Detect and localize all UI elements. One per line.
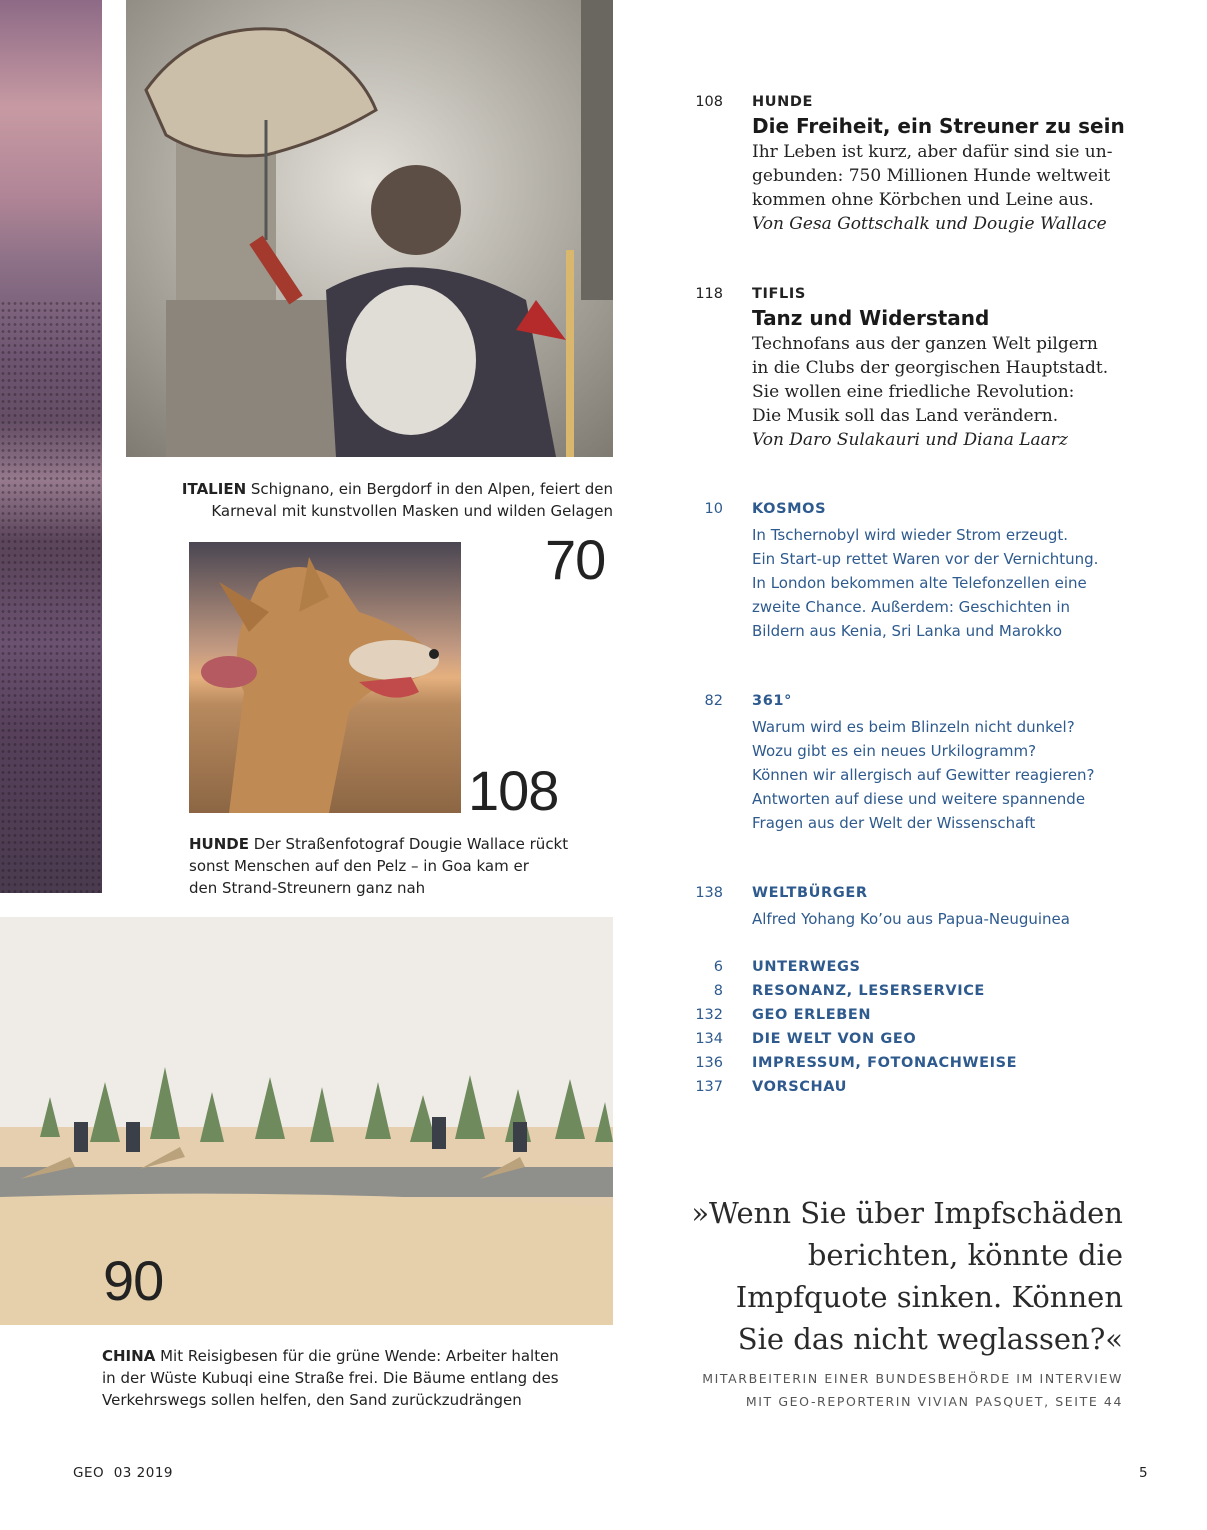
toc-title: Tanz und Widerstand bbox=[752, 306, 990, 330]
toc-list-label: RESONANZ, LESERSERVICE bbox=[752, 983, 985, 999]
toc-description-line: gebunden: 750 Millionen Hunde weltweit bbox=[752, 166, 1111, 186]
crowd-photo-strip bbox=[0, 0, 102, 893]
toc-description-line: Ihr Leben ist kurz, aber dafür sind sie un- bbox=[752, 142, 1113, 162]
dog-photo bbox=[189, 542, 461, 813]
quote-line: berichten, könnte die bbox=[807, 1238, 1123, 1272]
toc-list-item[interactable] bbox=[683, 979, 1153, 1003]
italy-carnival-photo bbox=[126, 0, 613, 457]
toc-page-number: 8 bbox=[713, 983, 723, 999]
page-number-70: 70 bbox=[545, 528, 606, 591]
toc-description bbox=[752, 140, 1112, 236]
toc-list-label: IMPRESSUM, FOTONACHWEISE bbox=[752, 1055, 1018, 1071]
toc-description: Alfred Yohang Ko’ou aus Papua-Neuguinea bbox=[752, 910, 1070, 928]
dog-caption bbox=[189, 833, 609, 899]
caption-text: Schignano, ein Bergdorf in den Alpen, feiert den bbox=[250, 480, 613, 498]
caption-text: den Strand-Streunern ganz nah bbox=[189, 879, 426, 897]
quote-line: Impfquote sinken. Können bbox=[735, 1280, 1123, 1314]
toc-title: Die Freiheit, ein Streuner zu sein bbox=[752, 114, 1125, 138]
caption-text: in der Wüste Kubuqi eine Straße frei. Die Bäume entlang des bbox=[102, 1369, 559, 1387]
toc-description-line: Ein Start-up rettet Waren vor der Vernichtung. bbox=[752, 550, 1099, 568]
caption-text: Mit Reisigbesen für die grüne Wende: Arbeiter halten bbox=[160, 1347, 559, 1365]
toc-page-number: 108 bbox=[695, 94, 723, 110]
caption-kicker: HUNDE bbox=[189, 835, 249, 853]
toc-page-number: 132 bbox=[695, 1007, 723, 1023]
toc-list-item[interactable] bbox=[683, 1027, 1153, 1051]
quote-source bbox=[643, 1367, 1123, 1413]
toc-description-line: In Tschernobyl wird wieder Strom erzeugt. bbox=[752, 526, 1069, 544]
caption-text: Verkehrswegs sollen helfen, den Sand zurückzudrängen bbox=[102, 1391, 522, 1409]
toc-description-line: zweite Chance. Außerdem: Geschichten in bbox=[752, 598, 1071, 616]
quote-line: »Wenn Sie über Impfschäden bbox=[691, 1196, 1123, 1230]
toc-kicker: WELTBÜRGER bbox=[752, 885, 868, 901]
toc-byline: Von Daro Sulakauri und Diana Laarz bbox=[752, 430, 1068, 450]
toc-list-label: GEO ERLEBEN bbox=[752, 1007, 872, 1023]
footer-page-number: 5 bbox=[1139, 1465, 1148, 1481]
toc-description-line: Können wir allergisch auf Gewitter reagieren? bbox=[752, 766, 1095, 784]
quote-source-line: MIT GEO-REPORTERIN VIVIAN PASQUET, SEITE 44 bbox=[745, 1394, 1123, 1409]
toc-byline: Von Gesa Gottschalk und Dougie Wallace bbox=[752, 214, 1107, 234]
toc-list-item[interactable] bbox=[683, 955, 1153, 979]
toc-kicker: HUNDE bbox=[752, 94, 813, 110]
toc-page-number: 118 bbox=[695, 286, 723, 302]
pull-quote bbox=[643, 1192, 1123, 1360]
toc-list-label: DIE WELT VON GEO bbox=[752, 1031, 917, 1047]
toc-page-number: 138 bbox=[695, 885, 723, 901]
toc-description-line: Technofans aus der ganzen Welt pilgern bbox=[752, 334, 1098, 354]
page-number-108: 108 bbox=[468, 759, 559, 822]
toc-description-line: kommen ohne Körbchen und Leine aus. bbox=[752, 190, 1094, 210]
toc-description bbox=[752, 523, 1098, 643]
caption-text: Karneval mit kunstvollen Masken und wilden Gelagen bbox=[211, 502, 613, 520]
page-number-90: 90 bbox=[103, 1249, 164, 1312]
toc-description-line: Warum wird es beim Blinzeln nicht dunkel? bbox=[752, 718, 1075, 736]
china-caption bbox=[102, 1345, 622, 1411]
caption-text: sonst Menschen auf den Pelz – in Goa kam er bbox=[189, 857, 529, 875]
toc-description-line: Antworten auf diese und weitere spannende bbox=[752, 790, 1086, 808]
toc-list-item[interactable] bbox=[683, 1003, 1153, 1027]
toc-page-number: 137 bbox=[695, 1079, 723, 1095]
toc-short-list bbox=[683, 955, 1153, 1099]
toc-description bbox=[752, 715, 1095, 835]
toc-description-line: in die Clubs der georgischen Hauptstadt. bbox=[752, 358, 1109, 378]
toc-page-number: 6 bbox=[713, 959, 723, 975]
italy-caption bbox=[126, 478, 613, 522]
toc-page-number: 82 bbox=[704, 693, 723, 709]
toc-kicker: KOSMOS bbox=[752, 501, 827, 517]
toc-description bbox=[752, 332, 1108, 452]
footer-issue: GEO 03 2019 bbox=[73, 1465, 174, 1481]
toc-page-number: 136 bbox=[695, 1055, 723, 1071]
toc-list-item[interactable] bbox=[683, 1075, 1153, 1099]
toc-description-line: Die Musik soll das Land verändern. bbox=[752, 406, 1059, 426]
china-desert-photo bbox=[0, 917, 613, 1325]
toc-description-line: Bildern aus Kenia, Sri Lanka und Marokko bbox=[752, 622, 1063, 640]
toc-list-item[interactable] bbox=[683, 1051, 1153, 1075]
caption-kicker: CHINA bbox=[102, 1347, 156, 1365]
caption-kicker: ITALIEN bbox=[181, 480, 247, 498]
toc-description-line: Wozu gibt es ein neues Urkilogramm? bbox=[752, 742, 1037, 760]
toc-description-line: Sie wollen eine friedliche Revolution: bbox=[752, 382, 1075, 402]
quote-line: Sie das nicht weglassen?« bbox=[737, 1322, 1123, 1356]
toc-kicker: 361° bbox=[752, 693, 792, 709]
toc-description-line: Fragen aus der Welt der Wissenschaft bbox=[752, 814, 1036, 832]
toc-list-label: VORSCHAU bbox=[752, 1079, 848, 1095]
toc-description-line: In London bekommen alte Telefonzellen eine bbox=[752, 574, 1087, 592]
toc-list-label: UNTERWEGS bbox=[752, 959, 861, 975]
toc-page-number: 134 bbox=[695, 1031, 723, 1047]
toc-page-number: 10 bbox=[704, 501, 723, 517]
toc-kicker: TIFLIS bbox=[752, 286, 806, 302]
quote-source-line: MITARBEITERIN EINER BUNDESBEHÖRDE IM INTERVIEW bbox=[702, 1371, 1123, 1386]
caption-text: Der Straßenfotograf Dougie Wallace rückt bbox=[253, 835, 569, 853]
